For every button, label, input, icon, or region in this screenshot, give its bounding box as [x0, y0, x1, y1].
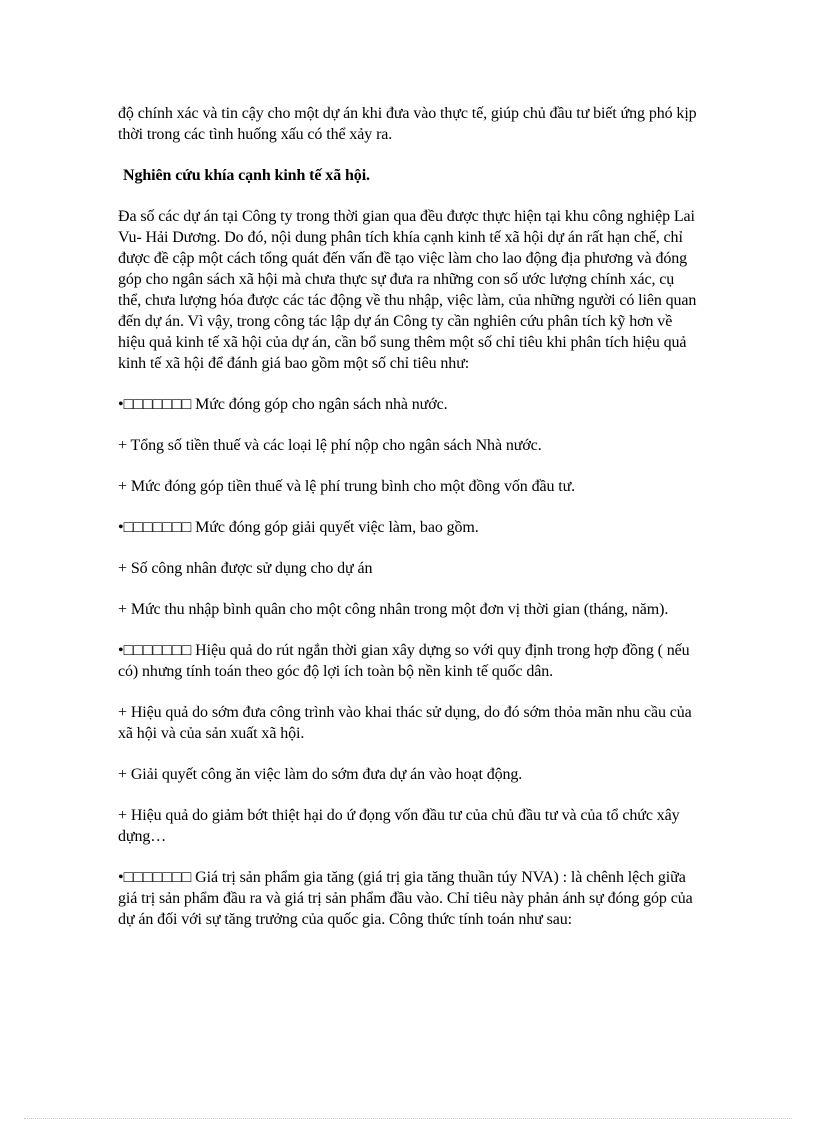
bullet-employment — [118, 517, 698, 538]
bullet-marker: •□□□□□□□ — [118, 642, 192, 659]
sub-item-tax-average: + Mức đóng góp tiền thuế và lệ phí trung bình cho một đồng vốn đầu tư. — [118, 478, 576, 495]
page-bottom-rule — [24, 1118, 792, 1119]
sub-item-early-operation: + Hiệu quả do sớm đưa công trình vào khai thác sử dụng, do đó sớm thỏa mãn nhu cầu của xã hội và của sản xuất xã hội. — [118, 704, 692, 742]
bullet-marker: •□□□□□□□ — [118, 396, 192, 413]
sub-item-workers: + Số công nhân được sử dụng cho dự án — [118, 560, 373, 577]
bullet-shortened-construction — [118, 640, 698, 682]
sub-item-capital-stagnation: + Hiệu quả do giảm bớt thiệt hại do ứ đọng vốn đầu tư của chủ đầu tư và của tổ chức xây dựng… — [118, 807, 680, 845]
bullet-budget-contribution — [118, 394, 698, 415]
bullet-text: Mức đóng góp giải quyết việc làm, bao gồm. — [191, 519, 479, 536]
document-page — [118, 103, 698, 950]
section-heading: Nghiên cứu khía cạnh kinh tế xã hội. — [123, 167, 370, 184]
bullet-marker: •□□□□□□□ — [118, 519, 192, 536]
sub-item-tax-total: + Tổng số tiền thuế và các loại lệ phí nộp cho ngân sách Nhà nước. — [118, 437, 542, 454]
bullet-text: Hiệu quả do rút ngắn thời gian xây dựng so với quy định trong hợp đồng ( nếu có) nhưng tính toán theo góc độ lợi ích toàn bộ nền kinh tế quốc dân. — [118, 642, 690, 680]
bullet-text: Mức đóng góp cho ngân sách nhà nước. — [191, 396, 448, 413]
bullet-text: Giá trị sản phẩm gia tăng (giá trị gia tăng thuần túy NVA) : là chênh lệch giữa giá trị sản phẩm đầu ra và giá trị sản phẩm đầu vào. Chỉ tiêu này phản ánh sự đóng góp của dự án đối với sự tăng trưởng của quốc gia. Công thức tính toán như sau: — [118, 869, 693, 928]
sub-item-jobs: + Giải quyết công ăn việc làm do sớm đưa dự án vào hoạt động. — [118, 766, 523, 783]
sub-item-income: + Mức thu nhập bình quân cho một công nhân trong một đơn vị thời gian (tháng, năm). — [118, 601, 669, 618]
paragraph-intro: độ chính xác và tin cậy cho một dự án khi đưa vào thực tế, giúp chủ đầu tư biết ứng phó kịp thời trong các tình huống xấu có thể xảy ra. — [118, 105, 697, 143]
bullet-value-added — [118, 867, 698, 930]
paragraph-overview: Đa số các dự án tại Công ty trong thời gian qua đều được thực hiện tại khu công nghiệp Lai Vu- Hải Dương. Do đó, nội dung phân tích khía cạnh kinh tế xã hội dự án rất hạn chế, chỉ được đề cập một cách tổng quát đến vấn đề tạo việc làm cho lao động địa phương và đóng góp cho ngân sách xã hội mà chưa thực sự đưa ra những con số ước lượng chính xác, cụ thể, chưa lượng hóa được các tác động về thu nhập, việc làm, của những người có liên quan đến dự án. Vì vậy, trong công tác lập dự án Công ty cần nghiên cứu phân tích kỹ hơn về hiệu quả kinh tế xã hội của dự án, cần bổ sung thêm một số chỉ tiêu khi phân tích hiệu quả kinh tế xã hội để đánh giá bao gồm một số chỉ tiêu như: — [118, 208, 697, 372]
bullet-marker: •□□□□□□□ — [118, 869, 192, 886]
